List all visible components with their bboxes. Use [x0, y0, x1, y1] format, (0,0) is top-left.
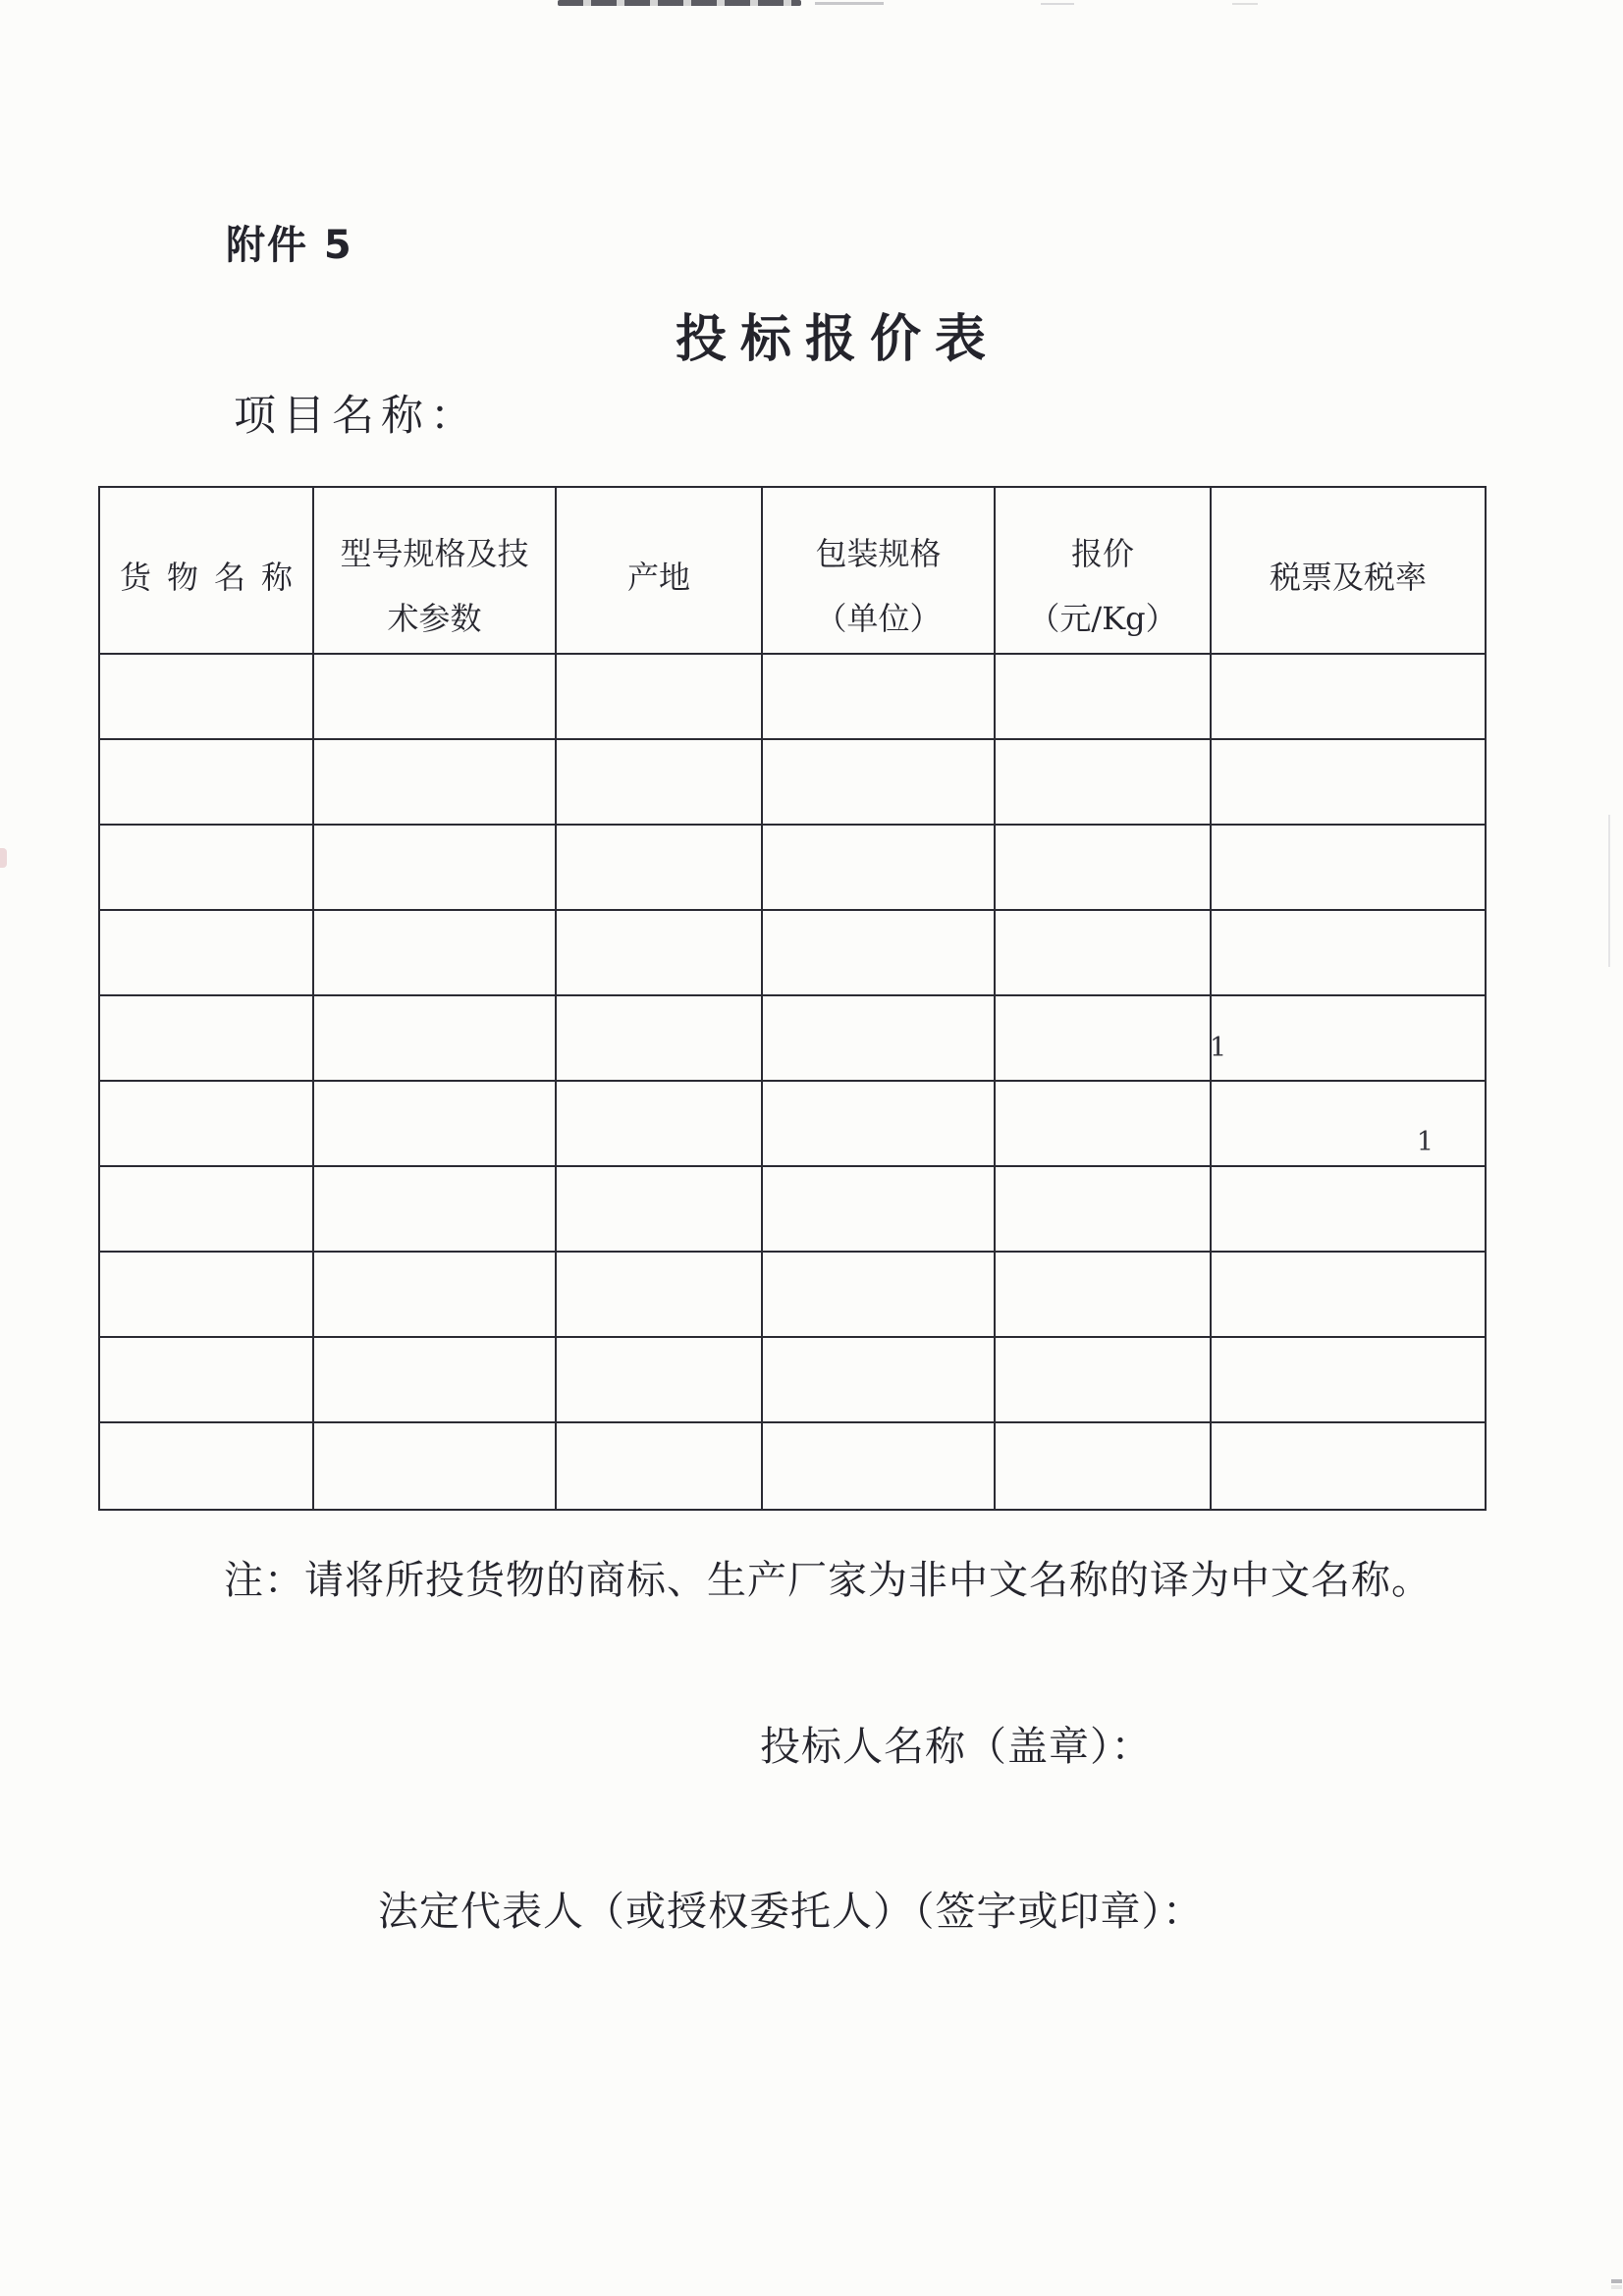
scan-smudge-artifact	[558, 0, 801, 6]
table-cell	[556, 1081, 762, 1166]
column-header-label: 货物名称	[119, 559, 308, 596]
table-cell	[313, 995, 556, 1081]
table-cell	[99, 654, 313, 739]
table-cell	[762, 825, 995, 910]
column-header-label: （单位）	[815, 600, 942, 637]
table-cell	[556, 1337, 762, 1422]
scan-mark-artifact	[1611, 2279, 1622, 2283]
table-cell	[556, 1166, 762, 1252]
table-row	[99, 995, 1486, 1081]
legal-representative-label: 法定代表人（或授权委托人）（签字或印章）：	[378, 1888, 1204, 1935]
bid-quotation-table	[98, 486, 1487, 1511]
table-cell	[1211, 1166, 1486, 1252]
table-cell	[313, 1422, 556, 1510]
table-cell	[762, 1422, 995, 1510]
table-row	[99, 1252, 1486, 1337]
table-cell	[313, 910, 556, 995]
table-row	[99, 1166, 1486, 1252]
table-row	[99, 1422, 1486, 1510]
scan-dash-artifact	[1232, 3, 1258, 5]
table-row	[99, 654, 1486, 739]
table-cell	[1211, 1337, 1486, 1422]
table-cell	[762, 1252, 995, 1337]
page-title: 投标报价表	[676, 310, 1001, 369]
table-cell	[995, 1166, 1211, 1252]
table-header-row	[99, 487, 1486, 654]
table-cell	[995, 739, 1211, 825]
table-cell	[99, 1166, 313, 1252]
table-row	[99, 1081, 1486, 1166]
table-row	[99, 825, 1486, 910]
table-cell	[556, 910, 762, 995]
table-cell	[995, 995, 1211, 1081]
table-cell	[556, 825, 762, 910]
table-cell	[995, 910, 1211, 995]
table-cell	[995, 654, 1211, 739]
table-cell	[99, 1337, 313, 1422]
attachment-label: 附件 5	[226, 223, 353, 268]
note-text: 注：请将所投货物的商标、生产厂家为非中文名称的译为中文名称。	[224, 1558, 1432, 1603]
column-header-label: 税票及税率	[1269, 559, 1427, 596]
table-cell	[1211, 1081, 1486, 1166]
column-header-label: 型号规格及技	[340, 535, 529, 572]
column-header-label: 报价	[1070, 535, 1134, 572]
table-cell	[99, 1252, 313, 1337]
table-cell	[556, 995, 762, 1081]
table-cell	[556, 654, 762, 739]
table-cell	[313, 1166, 556, 1252]
table-cell	[1211, 825, 1486, 910]
stray-scan-digit: 1	[1210, 1033, 1227, 1064]
table-cell	[313, 739, 556, 825]
scan-dash-artifact	[815, 2, 884, 5]
column-header-goods-name	[99, 487, 313, 654]
table-cell	[556, 739, 762, 825]
column-header-model-spec	[313, 487, 556, 654]
stray-scan-digit: 1	[1416, 1127, 1434, 1157]
scan-line-artifact	[1608, 815, 1610, 967]
table-cell	[1211, 910, 1486, 995]
table-cell	[99, 739, 313, 825]
table-cell	[99, 825, 313, 910]
table-cell	[762, 654, 995, 739]
column-header-price	[995, 487, 1211, 654]
table-cell	[1211, 739, 1486, 825]
table-cell	[99, 1422, 313, 1510]
table-cell	[995, 1422, 1211, 1510]
table-cell	[313, 1337, 556, 1422]
table-row	[99, 1337, 1486, 1422]
table-cell	[556, 1252, 762, 1337]
table-cell	[313, 825, 556, 910]
table-cell	[995, 1252, 1211, 1337]
column-header-label: （元/Kg）	[1028, 600, 1177, 637]
table-cell	[1211, 1422, 1486, 1510]
table-cell	[762, 995, 995, 1081]
table-cell	[99, 995, 313, 1081]
table-cell	[762, 1081, 995, 1166]
table-row	[99, 910, 1486, 995]
table-cell	[995, 1081, 1211, 1166]
column-header-label: 产地	[626, 559, 690, 596]
table-cell	[99, 1081, 313, 1166]
scan-mark-artifact	[0, 848, 7, 868]
column-header-label: 包装规格	[815, 535, 942, 572]
table-cell	[762, 910, 995, 995]
table-cell	[556, 1422, 762, 1510]
table-cell	[995, 1337, 1211, 1422]
table-cell	[313, 1252, 556, 1337]
column-header-tax	[1211, 487, 1486, 654]
bidder-seal-label: 投标人名称（盖章）：	[760, 1723, 1153, 1770]
table-cell	[762, 1337, 995, 1422]
table-cell	[1211, 654, 1486, 739]
scan-dash-artifact	[1041, 3, 1074, 5]
column-header-origin	[556, 487, 762, 654]
table-cell	[313, 654, 556, 739]
table-cell	[762, 1166, 995, 1252]
column-header-label: 术参数	[387, 600, 482, 637]
table-cell	[1211, 1252, 1486, 1337]
table-cell	[1211, 995, 1486, 1081]
table-cell	[99, 910, 313, 995]
project-name-label: 项目名称：	[234, 392, 479, 441]
table-cell	[762, 739, 995, 825]
table-row	[99, 739, 1486, 825]
table-cell	[313, 1081, 556, 1166]
column-header-packaging	[762, 487, 995, 654]
table-cell	[995, 825, 1211, 910]
